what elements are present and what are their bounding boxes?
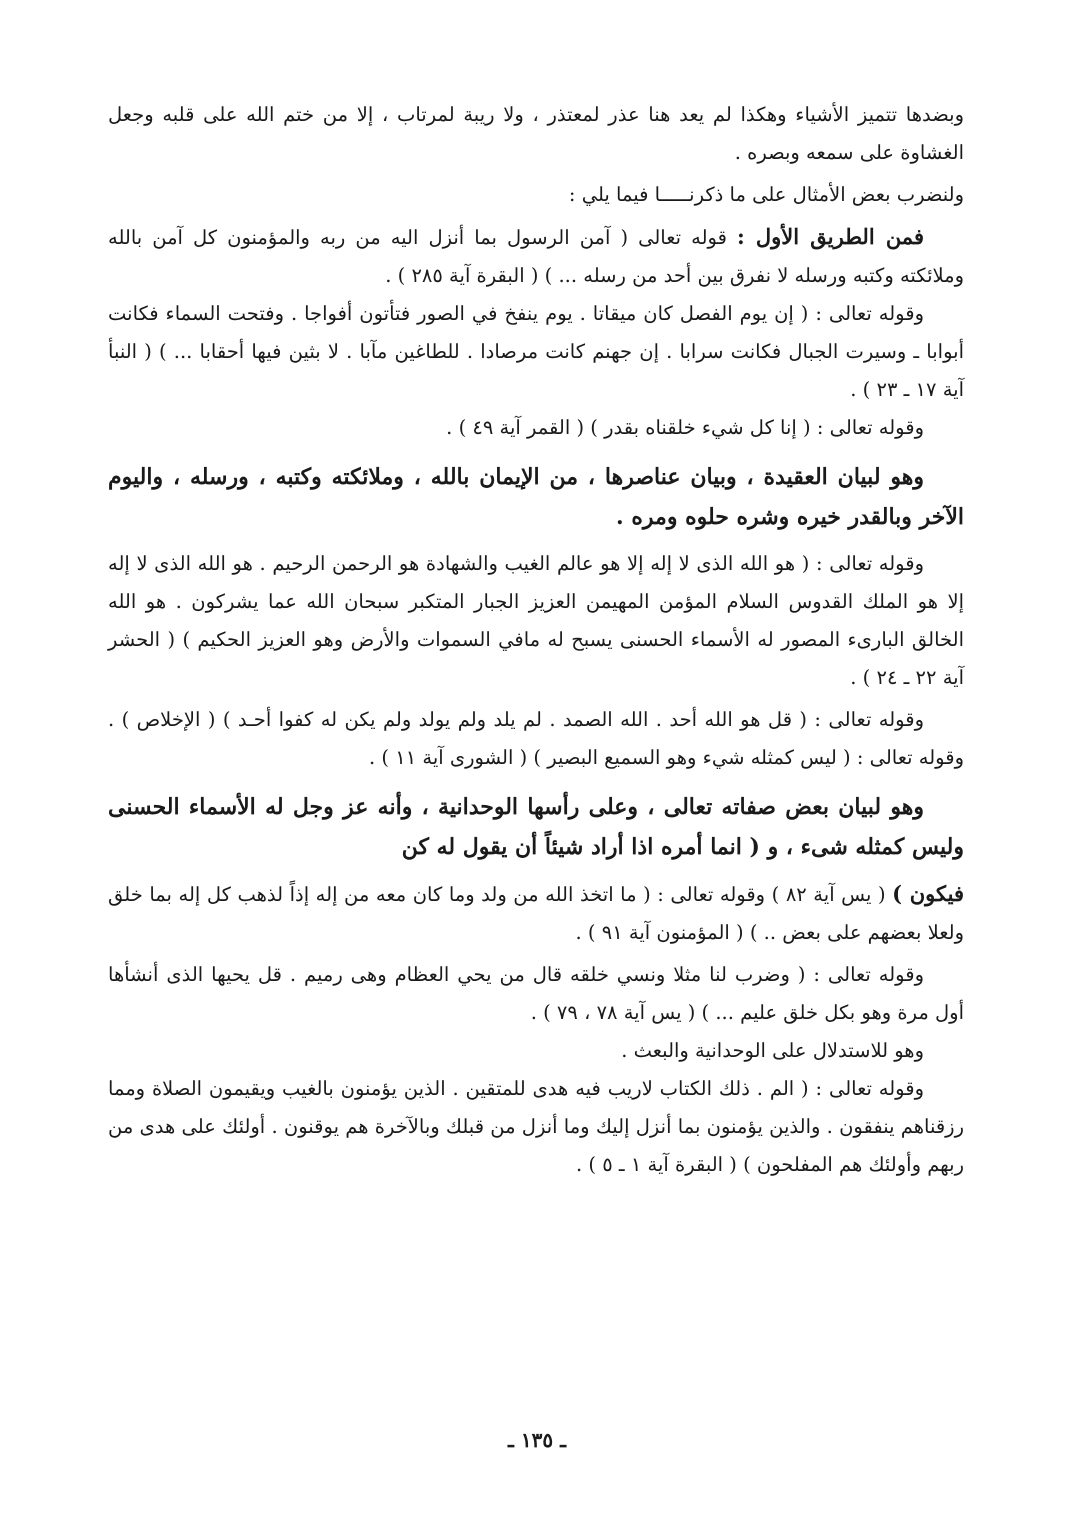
bold-commentary: وهو لبيان بعض صفاته تعالى ، وعلى رأسها الوحدانية ، وأنه عز وجل له الأسماء الحسنى وليس كمثله شىء ، و ( انما أمره اذا أراد شيئاً أن يقول له كن — [108, 794, 964, 860]
paragraph-commentary: وهو للاستدلال على الوحدانية والبعث . — [621, 1039, 924, 1062]
paragraph-lead: فمن الطريق الأول : — [736, 224, 924, 249]
paragraph-intro: ولنضرب بعض الأمثال على ما ذكرنـــــا فيما يلي : — [568, 183, 964, 206]
paragraph-quote: وقوله تعالى : ( قل هو الله أحد . الله الصمد . لم يلد ولم يولد ولم يكن له كفوا أحـد ) ( الإخلاص ) . وقوله تعالى : ( ليس كمثله شيء وهو السميع البصير ) ( الشورى آية ١١ ) . — [108, 708, 964, 769]
paragraph-quote: وقوله تعالى : ( إنا كل شيء خلقناه بقدر ) ( القمر آية ٤٩ ) . — [446, 416, 924, 439]
paragraph-body: قوله تعالى ( آمن الرسول بما أنزل اليه من ربه والمؤمنون كل آمن بالله وملائكته وكتبه ورسله لا نفرق بين أحد من رسله ... ) ( البقرة آية ٢٨٥ ) . — [108, 226, 964, 287]
paragraph-quote: وقوله تعالى : ( إن يوم الفصل كان ميقاتا . يوم ينفخ في الصور فتأتون أفواجا . وفتحت السماء فكانت أبوابا ـ وسيرت الجبال فكانت سرابا . إن جهنم كانت مرصادا . للطاغين مآبا . لا بثين فيها أحقابا ... ) ( النبأ آية ١٧ ـ ٢٣ ) . — [108, 302, 964, 401]
paragraph-quote: وقوله تعالى : ( وضرب لنا مثلا ونسي خلقه قال من يحي العظام وهى رميم . قل يحيها الذى أنشأها أول مرة وهو بكل خلق عليم ... ) ( يس آية ٧٨ ، ٧٩ ) . — [108, 963, 964, 1024]
paragraph-quote: وقوله تعالى : ( الم . ذلك الكتاب لاريب فيه هدى للمتقين . الذين يؤمنون بالغيب ويقيمون الصلاة ومما رزقناهم ينفقون . والذين يؤمنون بما أنزل إليك وما أنزل من قبلك وبالآخرة هم يوقنون . أولئك على هدى من ربهم وأولئك هم المفلحون ) ( البقرة آية ١ ـ ٥ ) . — [108, 1077, 964, 1176]
paragraph-body: ( يس آية ٨٢ ) وقوله تعالى : ( ما اتخذ الله من ولد وما كان معه من إله إذاً لذهب كل إله بما خلق ولعلا بعضهم على بعض .. ) ( المؤمنون آية ٩١ ) . — [108, 883, 964, 944]
paragraph-lead: فيكون ) — [892, 881, 964, 906]
body-text — [108, 96, 964, 1184]
paragraph-continuation: وبضدها تتميز الأشياء وهكذا لم يعد هنا عذر لمعتذر ، ولا ريبة لمرتاب ، إلا من ختم الله على قلبه وجعل الغشاوة على سمعه وبصره . — [108, 103, 964, 164]
bold-commentary: وهو لبيان العقيدة ، وبيان عناصرها ، من الإيمان بالله ، وملائكته وكتبه ، ورسله ، واليوم الآخر وبالقدر خيره وشره حلوه ومره . — [108, 464, 964, 530]
paragraph-first-way — [108, 218, 964, 295]
paragraph-quote — [108, 875, 964, 952]
paragraph-quote: وقوله تعالى : ( هو الله الذى لا إله إلا هو عالم الغيب والشهادة هو الرحمن الرحيم . هو الله الذى لا إله إلا هو الملك القدوس السلام المؤمن المهيمن العزيز الجبار المتكبر سبحان الله عما يشركون . هو الله الخالق البارىء المصور له الأسماء الحسنى يسبح له مافي السموات والأرض وهو العزيز الحكيم ) ( الحشر آية ٢٢ ـ ٢٤ ) . — [108, 552, 964, 689]
page-number: ـ ١٣٥ ـ — [508, 1428, 566, 1452]
